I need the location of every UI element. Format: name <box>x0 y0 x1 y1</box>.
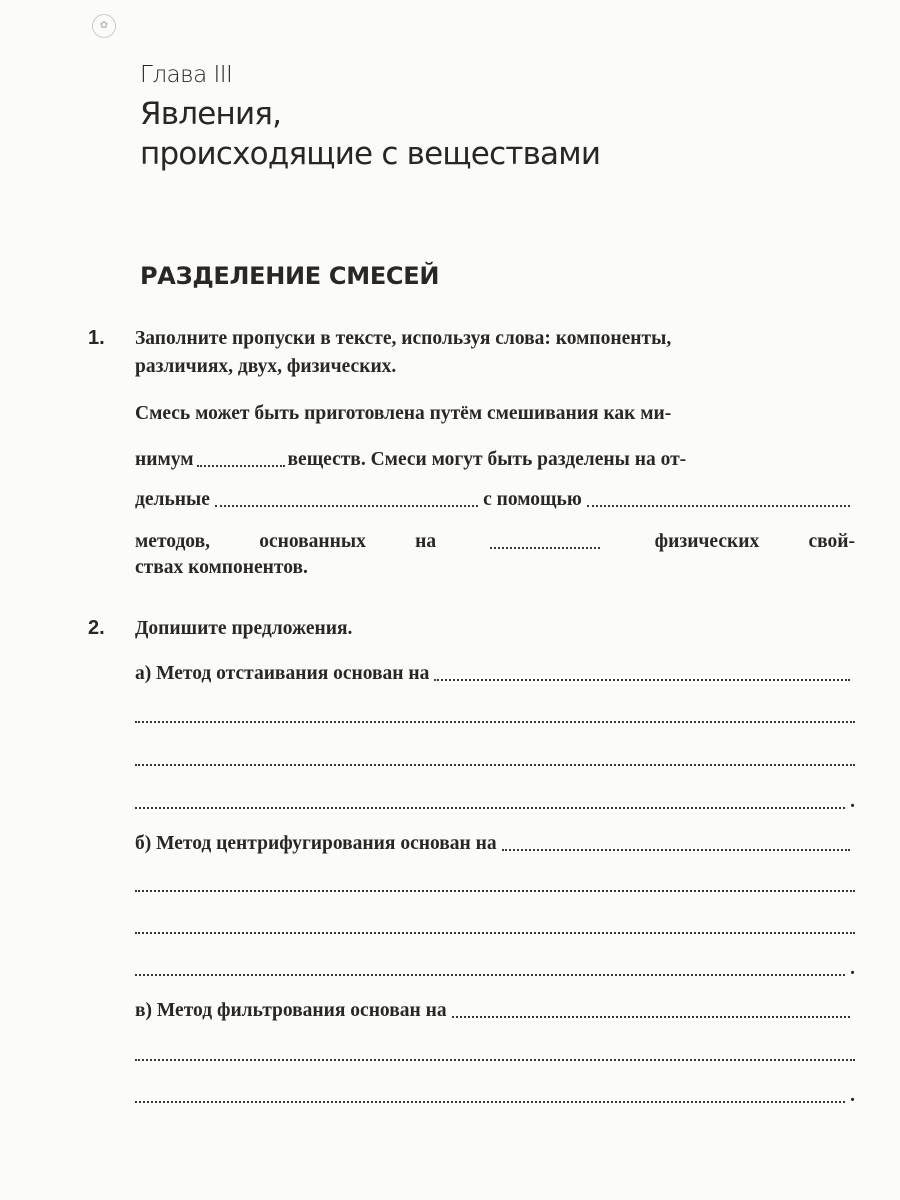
item-b-line3 <box>135 913 855 941</box>
answer-field[interactable] <box>135 1059 855 1061</box>
item-b-line4 <box>135 955 855 983</box>
paragraph-text: физических <box>654 531 760 552</box>
item-a-line1 <box>135 660 855 688</box>
answer-field[interactable] <box>135 764 855 766</box>
answer-field[interactable] <box>452 1016 850 1018</box>
answer-field[interactable] <box>135 721 855 723</box>
item-c-line1 <box>135 997 855 1025</box>
instruction-text: Заполните пропуски в тексте, используя слова: компоненты, <box>135 328 672 349</box>
task1-text-line4 <box>135 528 855 556</box>
task1-text-line5 <box>135 554 855 582</box>
period: . <box>850 791 855 812</box>
blank-field[interactable] <box>587 505 850 507</box>
answer-field[interactable] <box>135 974 845 976</box>
instruction-text: различиях, двух, физических. <box>135 356 397 377</box>
chapter-title-line2: происходящие с веществами <box>140 136 601 172</box>
paragraph-text: с помощью <box>483 489 582 510</box>
chapter-title-line1: Явления, <box>140 96 282 132</box>
item-label: в) Метод фильтрования основан на <box>135 1000 447 1021</box>
task-number-2: 2. <box>88 617 105 639</box>
answer-field[interactable] <box>135 1101 845 1103</box>
paragraph-text: на <box>415 531 437 552</box>
item-c-line2 <box>135 1040 855 1068</box>
task1-text-line2 <box>135 446 855 474</box>
paragraph-text: веществ. Смеси могут быть разделены на от- <box>287 449 687 470</box>
item-a-line4 <box>135 788 855 816</box>
item-a-line2 <box>135 702 855 730</box>
section-title: РАЗДЕЛЕНИЕ СМЕСЕЙ <box>140 262 440 290</box>
paragraph-text: методов, <box>135 531 210 552</box>
blank-field[interactable] <box>490 547 600 549</box>
paragraph-text: дельные <box>135 489 210 510</box>
answer-field[interactable] <box>502 849 850 851</box>
paragraph-text: свой- <box>808 531 855 552</box>
paragraph-text: Смесь может быть приготовлена путём смешивания как ми- <box>135 403 672 424</box>
item-label: б) Метод центрифугирования основан на <box>135 833 497 854</box>
period: . <box>850 958 855 979</box>
task1-text-line1 <box>135 400 855 428</box>
task-number-1: 1. <box>88 327 105 349</box>
answer-field[interactable] <box>135 932 855 934</box>
item-b-line1 <box>135 830 855 858</box>
paragraph-text: ствах компонентов. <box>135 557 308 578</box>
item-label: а) Метод отстаивания основан на <box>135 663 430 684</box>
publisher-logo: ✿ <box>92 14 116 38</box>
task2-instruction <box>135 615 855 643</box>
chapter-label: Глава III <box>140 62 233 88</box>
instruction-text: Допишите предложения. <box>135 618 353 639</box>
item-a-line3 <box>135 745 855 773</box>
item-c-line3 <box>135 1082 855 1110</box>
item-b-line2 <box>135 871 855 899</box>
answer-field[interactable] <box>135 807 845 809</box>
paragraph-text: основанных <box>259 531 366 552</box>
task1-instruction-line2 <box>135 353 855 381</box>
paragraph-text: нимум <box>135 449 194 470</box>
task1-instruction-line1 <box>135 325 855 353</box>
blank-field[interactable] <box>197 465 285 467</box>
task1-text-line3 <box>135 486 855 514</box>
answer-field[interactable] <box>434 679 850 681</box>
blank-field[interactable] <box>215 505 478 507</box>
period: . <box>850 1085 855 1106</box>
answer-field[interactable] <box>135 890 855 892</box>
